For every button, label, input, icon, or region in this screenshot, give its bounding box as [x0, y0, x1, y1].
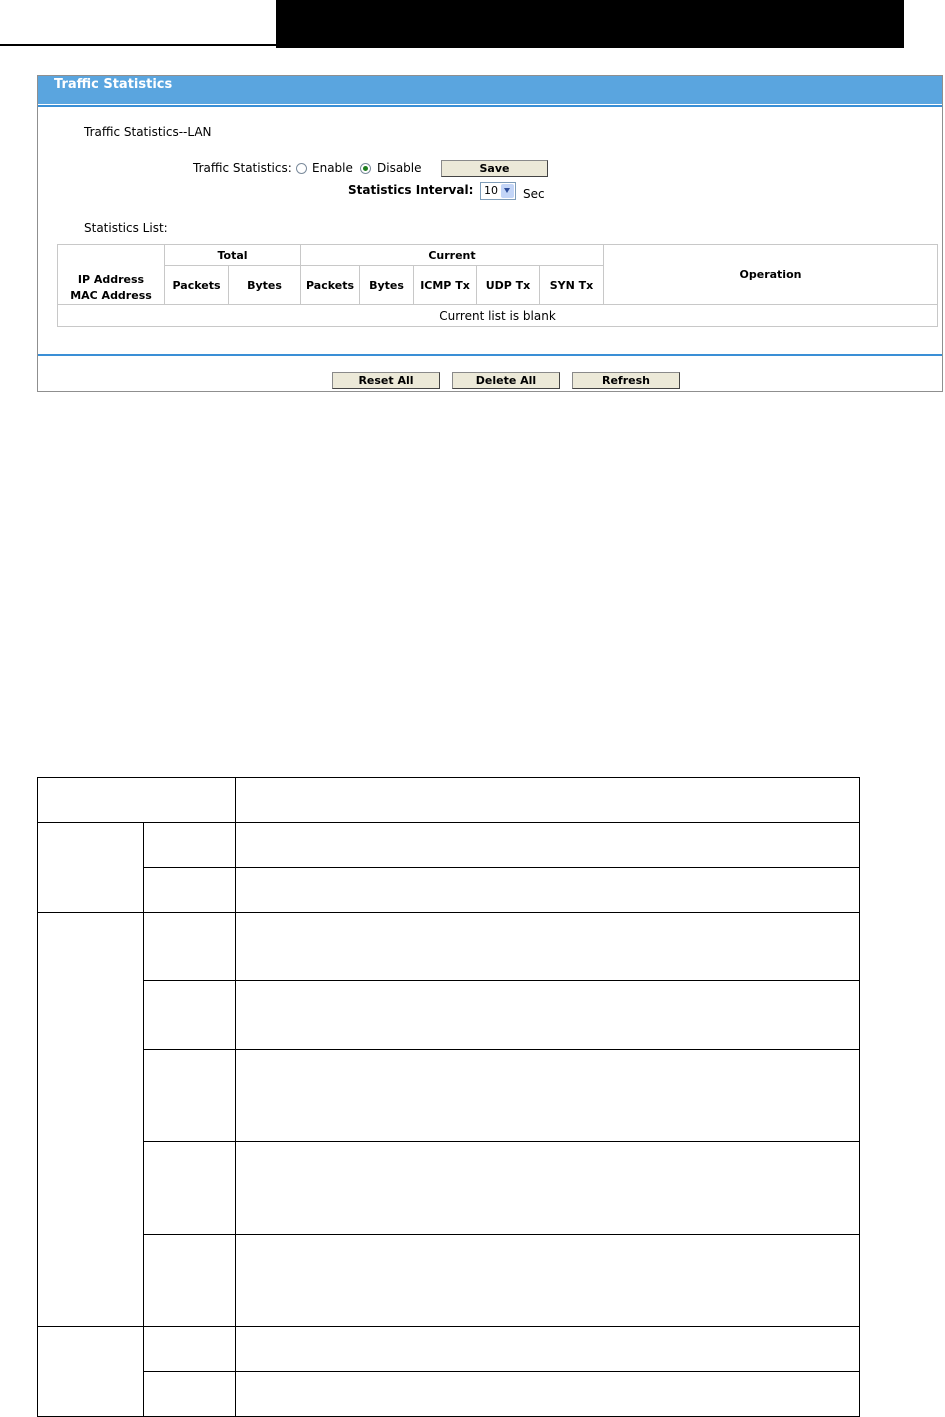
desc-subfield-cell [144, 868, 236, 913]
traffic-statistics-label: Traffic Statistics: [193, 161, 292, 175]
total-bytes-header: Bytes [229, 266, 301, 305]
interval-value: 10 [484, 184, 498, 197]
desc-header-description [236, 778, 860, 823]
statistics-list-label: Statistics List: [84, 221, 168, 235]
operation-header: Operation [604, 245, 938, 305]
desc-text-cell [236, 1142, 860, 1235]
save-button[interactable]: Save [441, 160, 548, 177]
header-rule [0, 44, 278, 46]
icmp-tx-header: ICMP Tx [414, 266, 477, 305]
interval-unit: Sec [523, 187, 545, 201]
desc-group-cell [38, 913, 144, 1327]
desc-subfield-cell [144, 1050, 236, 1142]
disable-label[interactable]: Disable [377, 161, 422, 175]
desc-subfield-cell [144, 913, 236, 981]
disable-radio[interactable] [360, 163, 371, 174]
total-group-header: Total [165, 245, 301, 266]
desc-text-cell [236, 1372, 860, 1417]
footer-divider [38, 354, 942, 356]
desc-subfield-cell [144, 1235, 236, 1327]
traffic-statistics-panel [37, 75, 943, 392]
desc-group-cell [38, 1327, 144, 1417]
enable-radio[interactable] [296, 163, 307, 174]
desc-header-field [38, 778, 236, 823]
description-table [37, 777, 860, 1417]
current-group-header: Current [301, 245, 604, 266]
desc-text-cell [236, 1050, 860, 1142]
ip-address-header: IP Address [77, 273, 145, 286]
chevron-down-icon[interactable] [501, 184, 514, 198]
delete-all-button[interactable]: Delete All [452, 372, 560, 389]
desc-text-cell [236, 823, 860, 868]
statistics-table [57, 244, 938, 327]
empty-list-message: Current list is blank [58, 305, 938, 327]
desc-group-cell [38, 823, 144, 913]
panel-title-bar [38, 76, 942, 107]
syn-tx-header: SYN Tx [540, 266, 604, 305]
refresh-button[interactable]: Refresh [572, 372, 680, 389]
section-title: Traffic Statistics--LAN [84, 125, 212, 139]
total-packets-header: Packets [165, 266, 229, 305]
desc-subfield-cell [144, 823, 236, 868]
desc-text-cell [236, 913, 860, 981]
interval-select[interactable] [480, 182, 516, 200]
enable-label[interactable]: Enable [312, 161, 353, 175]
desc-subfield-cell [144, 1142, 236, 1235]
title-divider [38, 105, 942, 107]
reset-all-button[interactable]: Reset All [332, 372, 440, 389]
desc-text-cell [236, 981, 860, 1050]
desc-subfield-cell [144, 1327, 236, 1372]
interval-label: Statistics Interval: [348, 183, 474, 197]
header-banner [276, 0, 904, 48]
desc-text-cell [236, 868, 860, 913]
udp-tx-header: UDP Tx [477, 266, 540, 305]
page-header [0, 0, 945, 50]
ip-mac-header [58, 245, 165, 305]
panel-title: Traffic Statistics [54, 77, 173, 92]
desc-subfield-cell [144, 1372, 236, 1417]
desc-subfield-cell [144, 981, 236, 1050]
mac-address-header: MAC Address [70, 289, 152, 302]
desc-text-cell [236, 1327, 860, 1372]
desc-text-cell [236, 1235, 860, 1327]
current-packets-header: Packets [301, 266, 360, 305]
current-bytes-header: Bytes [360, 266, 414, 305]
